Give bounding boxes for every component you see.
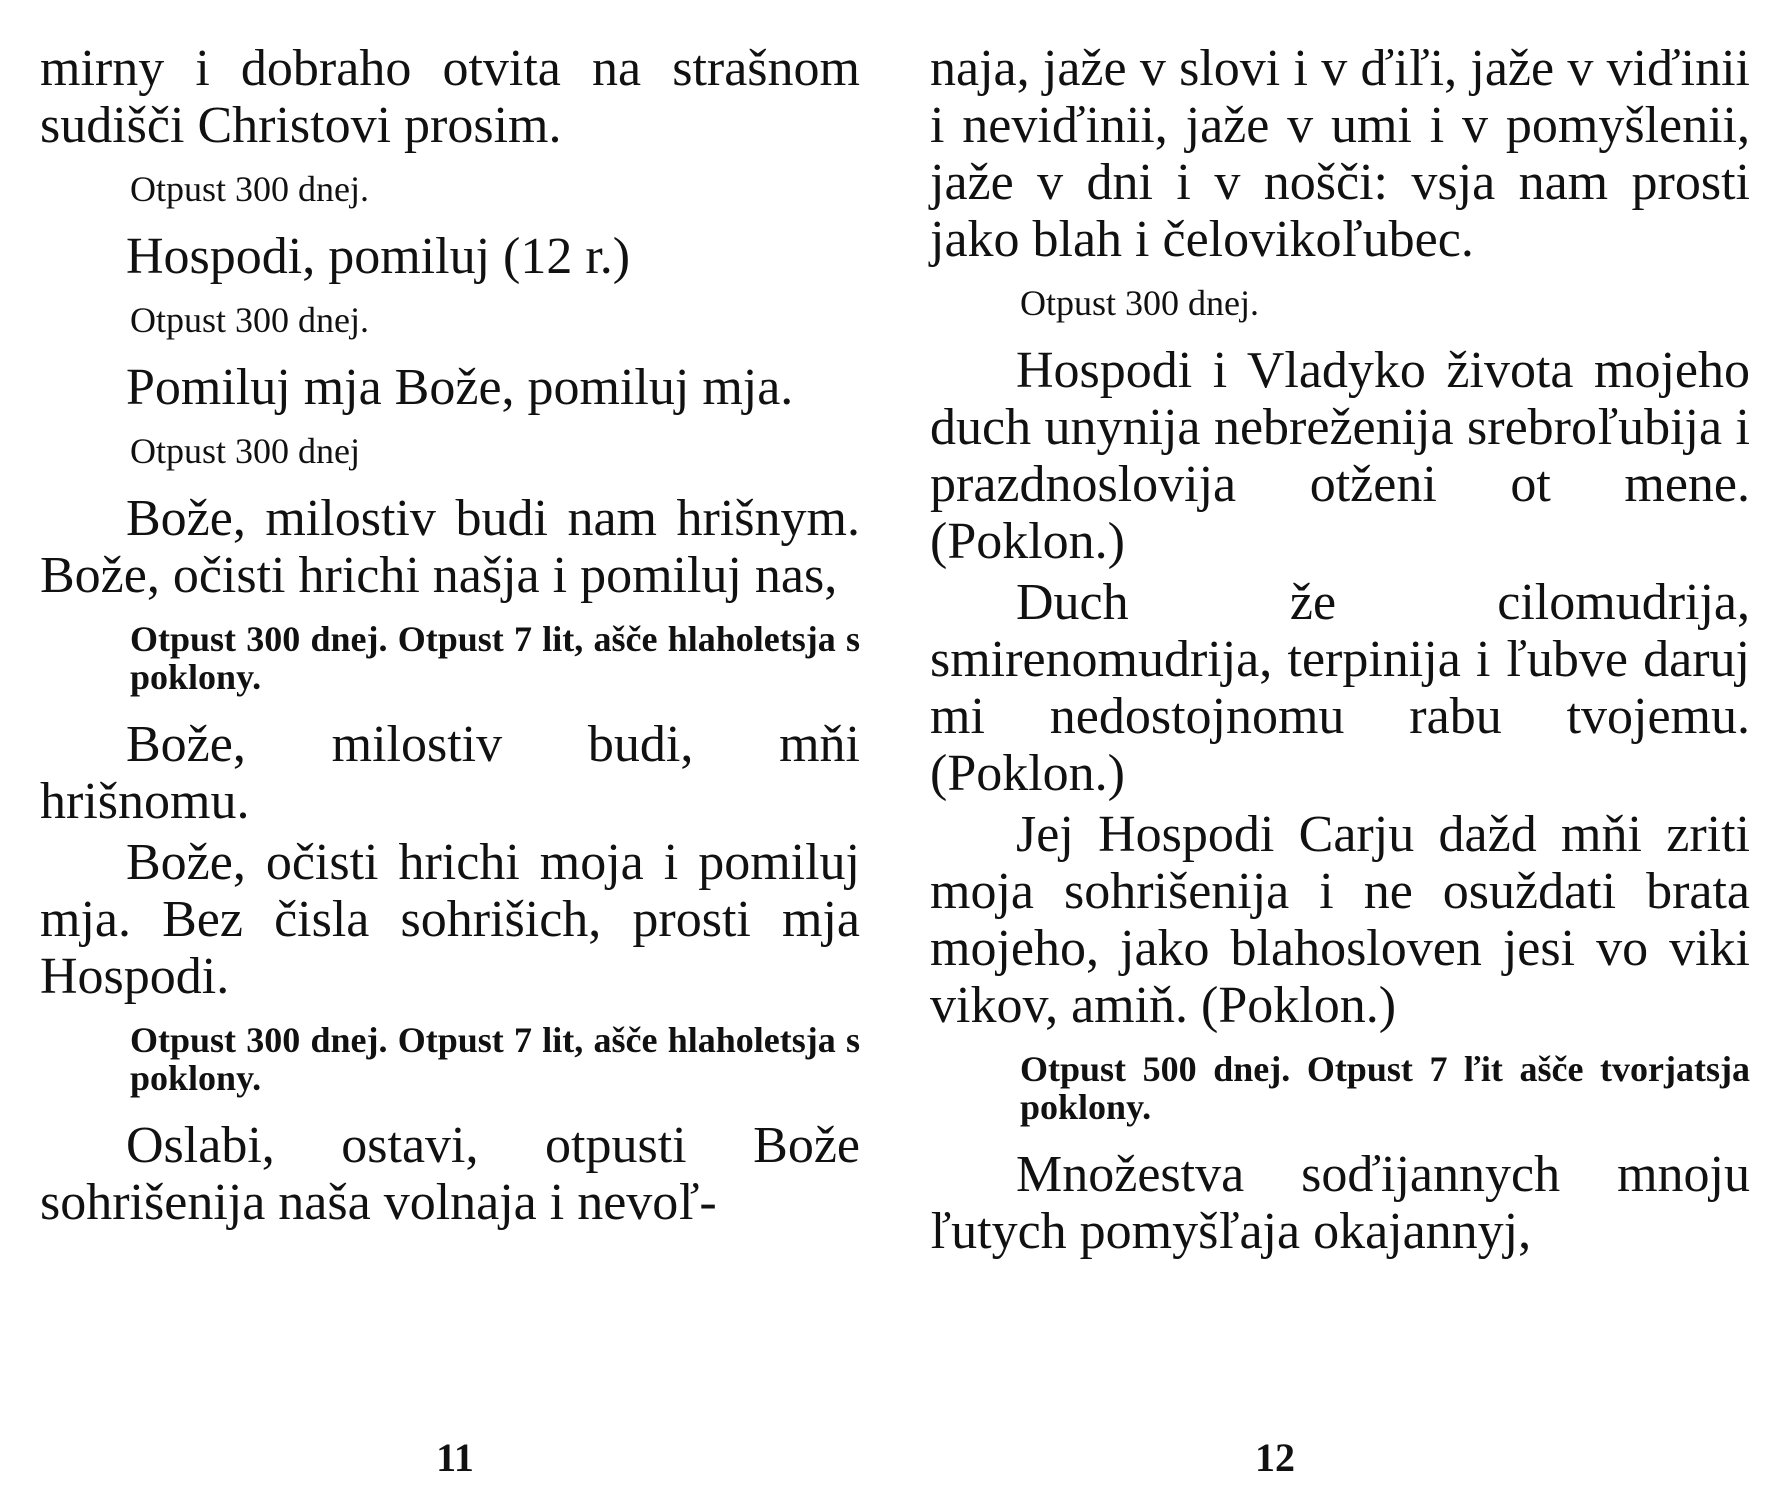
page-number: 11 (436, 1435, 474, 1480)
paragraph: Množestva soďijannych mnoju ľutych pomyšľaja okajannyj, (930, 1146, 1750, 1260)
paragraph: Duch že cilomudrija, smirenomudrija, terpinija i ľubve daruj mi nedostojnomu rabu tvojemu. (Poklon.) (930, 574, 1750, 802)
indulgence-note: Otpust 300 dnej. Otpust 7 lit, ašče hlaholetsja s poklony. (130, 619, 860, 697)
paragraph: naja, jaže v slovi i v ďiľi, jaže v viďinii i neviďinii, jaže v umi i v pomyšlenii, jaže v dni i v nošči: vsja nam prosti jako blah i čelovikoľubec. (930, 40, 1750, 268)
paragraph: Oslabi, ostavi, otpusti Bože sohrišenija naša volnaja i nevoľ- (40, 1117, 860, 1231)
paragraph: Hospodi i Vladyko života mojeho duch unynija nebreženija srebroľubija i prazdnoslovija otženi ot mene. (Poklon.) (930, 342, 1750, 570)
right-page (930, 40, 1750, 1480)
paragraph: Bože, milostiv budi, mňi hrišnomu. (40, 716, 860, 830)
paragraph: Pomiluj mja Bože, pomiluj mja. (126, 359, 794, 416)
paragraph: Bože, milostiv budi nam hrišnym. Bože, očisti hrichi našja i pomiluj nas, (40, 490, 860, 604)
indulgence-note: Otpust 300 dnej (130, 431, 360, 471)
indulgence-note: Otpust 300 dnej. Otpust 7 lit, ašče hlaholetsja s poklony. (130, 1020, 860, 1098)
paragraph: Bože, očisti hrichi moja i pomiluj mja. Bez čisla sohrišich, prosti mja Hospodi. (40, 834, 860, 1005)
indulgence-note: Otpust 500 dnej. Otpust 7 ľit ašče tvorjatsja poklony. (1020, 1049, 1750, 1127)
paragraph: Jej Hospodi Carju dažd mňi zriti moja sohrišenija i ne osuždati brata mojeho, jako blahosloven jesi vo viki vikov, amiň. (Poklon.) (930, 806, 1750, 1034)
indulgence-note: Otpust 300 dnej. (130, 169, 369, 209)
indulgence-note: Otpust 300 dnej. (130, 300, 369, 340)
page-number: 12 (1255, 1435, 1295, 1480)
paragraph: Hospodi, pomiluj (12 r.) (126, 228, 631, 285)
left-page (40, 40, 860, 1480)
indulgence-note: Otpust 300 dnej. (1020, 283, 1259, 323)
paragraph: mirny i dobraho otvita na strašnom sudišči Christovi prosim. (40, 40, 860, 154)
